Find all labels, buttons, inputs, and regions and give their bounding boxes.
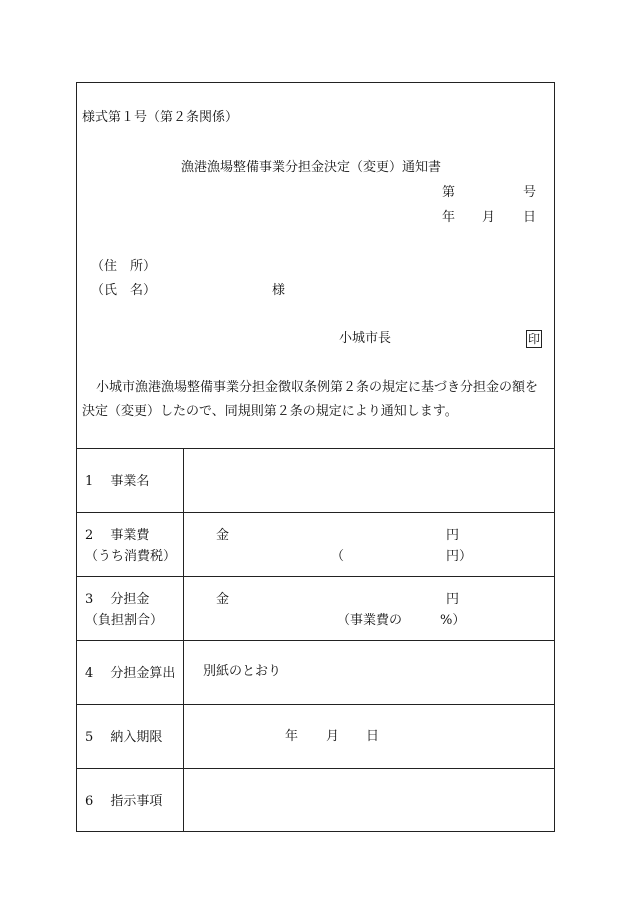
row-divider xyxy=(76,576,555,577)
amount-yen: 円 xyxy=(446,592,460,607)
row-sublabel-tax: （うち消費税） xyxy=(85,549,177,564)
date-year: 年 xyxy=(442,210,456,225)
column-divider xyxy=(183,448,184,832)
row-label-contribution: 3 分担金 xyxy=(85,592,150,607)
row-sublabel-ratio: （負担割合） xyxy=(85,613,164,628)
amount-kin: 金 xyxy=(216,528,230,543)
row-label-due-date: 5 納入期限 xyxy=(85,730,163,745)
tax-paren-close: 円） xyxy=(446,549,473,564)
amount-yen: 円 xyxy=(446,528,460,543)
row-label-calculation: 4 分担金算出 xyxy=(85,666,176,681)
ratio-suffix: %） xyxy=(440,613,466,628)
row-divider xyxy=(76,640,555,641)
doc-number-suffix: 号 xyxy=(523,185,537,200)
form-label: 様式第１号（第２条関係） xyxy=(82,110,239,125)
ratio-prefix: （事業費の xyxy=(337,613,403,628)
calculation-value: 別紙のとおり xyxy=(203,664,282,679)
date-day: 日 xyxy=(523,210,537,225)
date-month: 月 xyxy=(482,210,496,225)
row-divider xyxy=(76,704,555,705)
table-border-top xyxy=(76,448,555,449)
seal-mark: 印 xyxy=(527,332,540,346)
due-day: 日 xyxy=(366,729,380,744)
row-divider xyxy=(76,768,555,769)
document-title: 漁港漁場整備事業分担金決定（変更）通知書 xyxy=(181,160,442,175)
form-frame xyxy=(76,82,555,832)
doc-number-prefix: 第 xyxy=(442,185,456,200)
row-divider xyxy=(76,512,555,513)
row-label-project-cost: 2 事業費 xyxy=(85,528,150,543)
due-month: 月 xyxy=(326,729,340,744)
issuer-title: 小城市長 xyxy=(339,331,392,346)
due-year: 年 xyxy=(285,729,299,744)
row-label-project-name: 1 事業名 xyxy=(85,474,150,489)
row-label-instructions: 6 指示事項 xyxy=(85,794,163,809)
amount-kin: 金 xyxy=(216,592,230,607)
tax-paren-open: （ xyxy=(331,549,345,564)
honorific: 様 xyxy=(272,283,286,298)
name-label: （氏 名） xyxy=(91,283,157,298)
body-line-1: 小城市漁港漁場整備事業分担金徴収条例第２条の規定に基づき分担金の額を xyxy=(96,380,539,395)
body-line-2: 決定（変更）したので、同規則第２条の規定により通知します。 xyxy=(82,404,458,419)
address-label: （住 所） xyxy=(91,259,157,274)
